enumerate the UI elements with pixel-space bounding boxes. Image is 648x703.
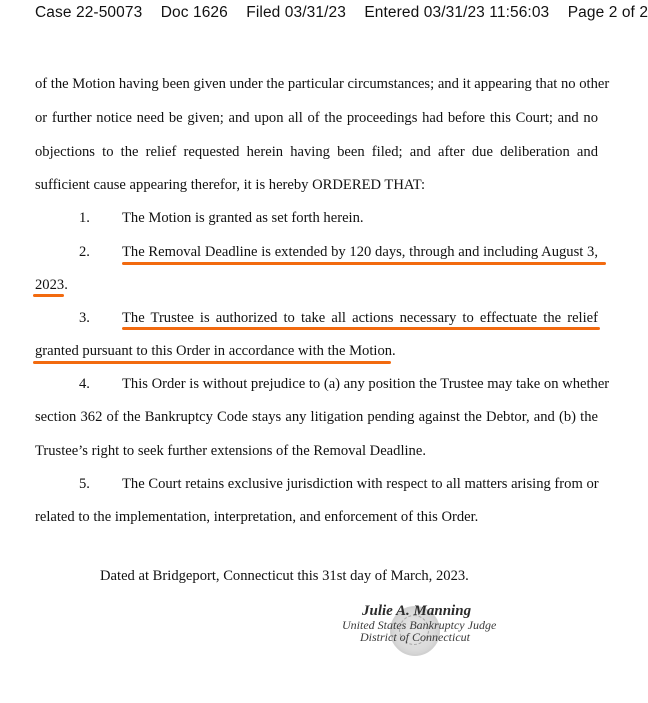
item-number: 1.	[79, 210, 90, 226]
judge-district: District of Connecticut	[360, 630, 470, 644]
item-4-text-line-3: Trustee’s right to seek further extensions of the Removal Deadline.	[35, 443, 426, 459]
item-4-text-line-1: This Order is without prejudice to (a) any position the Trustee may take on whether	[122, 376, 610, 392]
item-number: 2.	[79, 244, 90, 260]
item-number: 3.	[79, 310, 90, 326]
case-number: Case 22-50073	[35, 4, 143, 21]
judge-signature: Julie A. Manning	[362, 603, 472, 619]
intro-line-1: of the Motion having been given under the particular circumstances; and it appearing that no other	[35, 76, 610, 92]
item-number: 5.	[79, 476, 90, 492]
item-2-text-line-2: 2023.	[35, 277, 68, 293]
item-5-text-line-2: related to the implementation, interpretation, and enforcement of this Order.	[35, 509, 479, 525]
item-2-text-line-1: The Removal Deadline is extended by 120 days, through and including August 3,	[122, 244, 598, 260]
item-4-text-line-2: section 362 of the Bankruptcy Code stays any litigation pending against the Debtor, and (b) the	[35, 409, 598, 425]
filed-date: Filed 03/31/23	[246, 4, 346, 21]
item-number: 4.	[79, 376, 90, 392]
item-5-text-line-1: The Court retains exclusive jurisdiction with respect to all matters arising from or	[122, 476, 599, 492]
intro-line-3: objections to the relief requested herein having been filed; and after due deliberation and	[35, 144, 598, 160]
page-number: Page 2 of 2	[567, 4, 648, 21]
judge-title: United States Bankruptcy Judge	[342, 618, 497, 632]
case-header	[35, 4, 648, 22]
highlight-underline	[122, 262, 606, 265]
item-1-text: The Motion is granted as set forth herein.	[122, 210, 364, 226]
dated-line: Dated at Bridgeport, Connecticut this 31st day of March, 2023.	[100, 568, 469, 584]
item-3-text-line-2: granted pursuant to this Order in accordance with the Motion.	[35, 343, 396, 359]
item-3-text-line-1: The Trustee is authorized to take all actions necessary to effectuate the relief	[122, 310, 598, 326]
entered-date: Entered 03/31/23 11:56:03	[364, 4, 550, 21]
highlight-underline	[33, 361, 391, 364]
doc-number: Doc 1626	[160, 4, 228, 21]
intro-line-2: or further notice need be given; and upon all of the proceedings had before this Court; and no	[35, 110, 598, 126]
highlight-underline	[122, 327, 600, 330]
intro-line-4: sufficient cause appearing therefor, it is hereby ORDERED THAT:	[35, 177, 426, 193]
highlight-underline	[33, 294, 64, 297]
